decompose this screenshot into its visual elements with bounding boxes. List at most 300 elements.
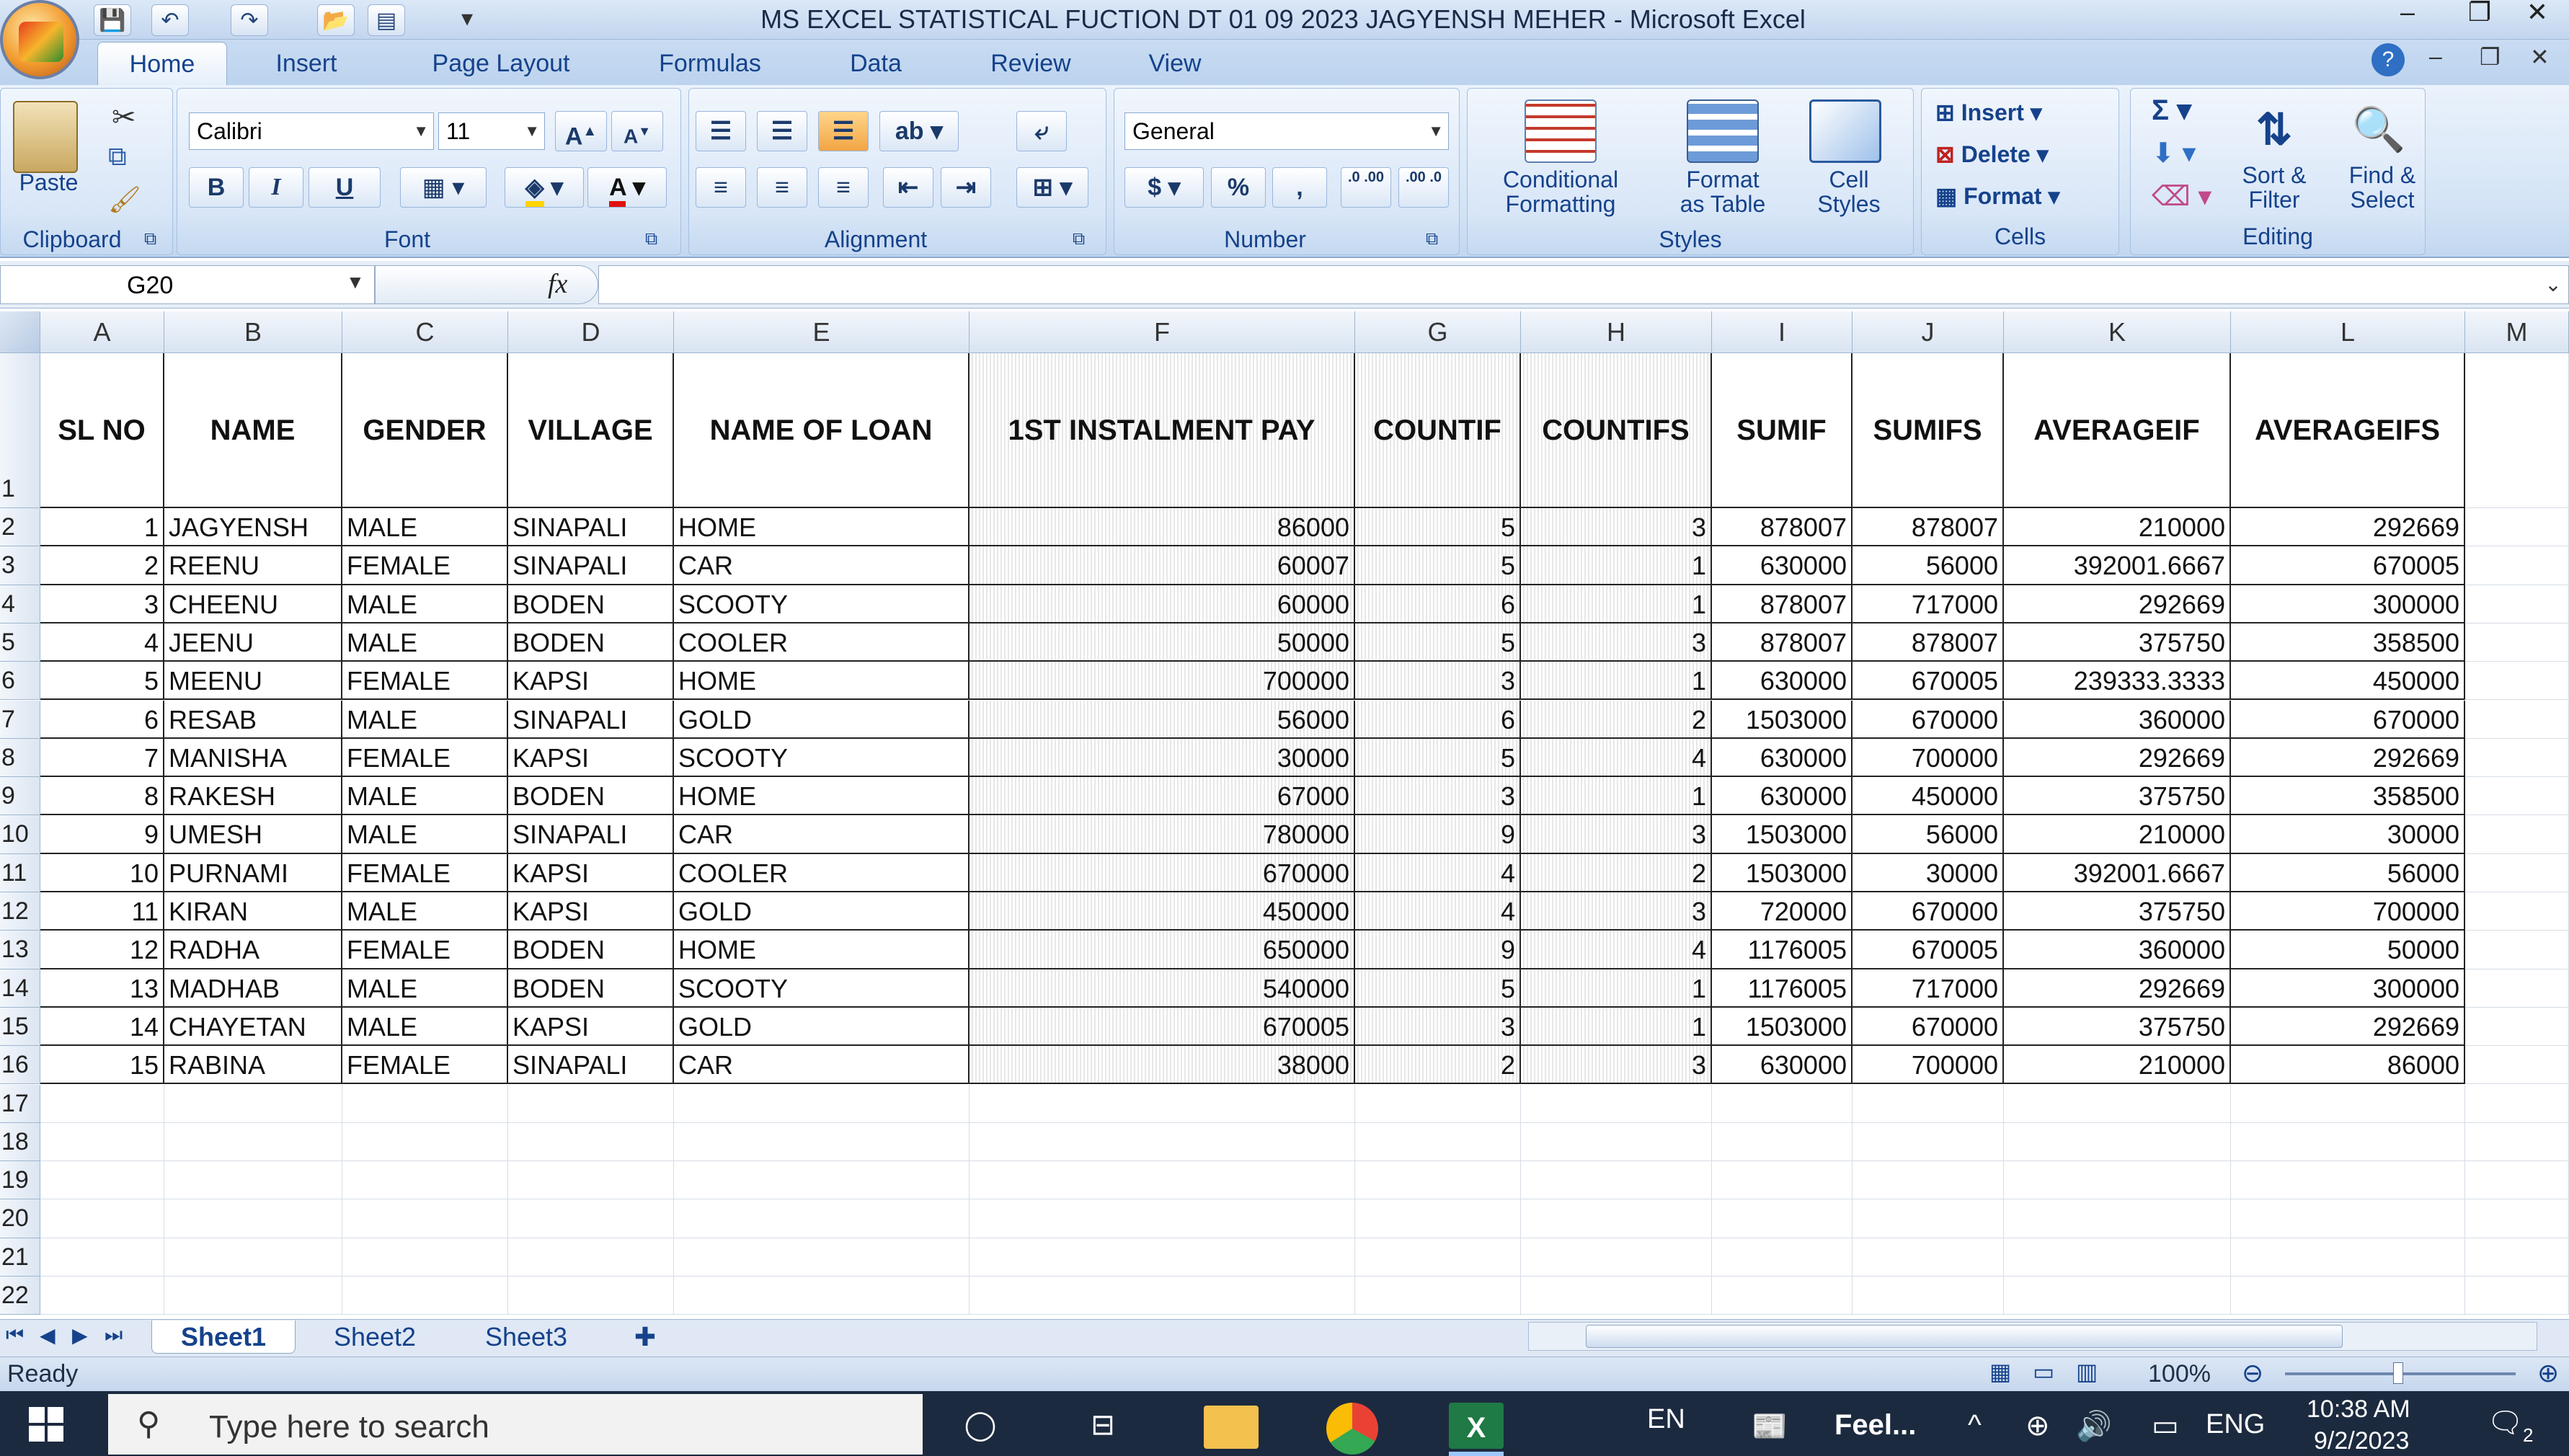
row-header-20[interactable]: 20: [0, 1199, 40, 1238]
table-cell[interactable]: BODEN: [508, 931, 674, 969]
table-cell[interactable]: 1: [40, 508, 164, 546]
decrease-indent-icon[interactable]: ⇤: [883, 167, 933, 208]
ribbon-minimize-icon[interactable]: –: [2429, 43, 2442, 69]
align-right-icon[interactable]: ≡: [818, 167, 869, 208]
table-cell[interactable]: 670005: [1853, 931, 2004, 969]
table-cell[interactable]: 292669: [2004, 739, 2231, 777]
open-icon[interactable]: 📂: [317, 4, 355, 36]
clipboard-launcher-icon[interactable]: ⧉: [144, 229, 157, 249]
table-cell[interactable]: MALE: [342, 623, 508, 662]
table-cell[interactable]: 292669: [2231, 1008, 2465, 1046]
empty-cell[interactable]: [970, 1085, 1355, 1123]
zoom-out-icon[interactable]: ⊖: [2242, 1358, 2264, 1388]
table-cell[interactable]: FEMALE: [342, 854, 508, 892]
header-cell[interactable]: VILLAGE: [508, 353, 674, 508]
table-cell[interactable]: FEMALE: [342, 931, 508, 969]
empty-cell[interactable]: [1853, 1123, 2004, 1161]
table-cell[interactable]: 300000: [2231, 585, 2465, 623]
redo-icon[interactable]: ↷: [231, 4, 268, 36]
sheet-tab-sheet3[interactable]: Sheet3: [484, 1322, 568, 1351]
empty-cell[interactable]: [674, 1085, 970, 1123]
table-cell[interactable]: MALE: [342, 701, 508, 739]
table-cell[interactable]: 540000: [970, 969, 1355, 1008]
table-cell[interactable]: 650000: [970, 931, 1355, 969]
empty-cell[interactable]: [1355, 1277, 1521, 1315]
empty-cell[interactable]: [1521, 1161, 1712, 1199]
table-cell[interactable]: 12: [40, 931, 164, 969]
row-header-6[interactable]: 6: [0, 662, 40, 700]
sort-filter-icon[interactable]: ⇅: [2255, 105, 2293, 154]
empty-cell[interactable]: [2231, 1199, 2465, 1238]
empty-cell[interactable]: [1712, 1123, 1853, 1161]
clock-time[interactable]: 10:38 AM: [2307, 1395, 2410, 1423]
table-cell[interactable]: 450000: [970, 892, 1355, 931]
format-cells-button[interactable]: ▦ Format ▾: [1935, 183, 2060, 209]
empty-cell[interactable]: [1355, 1238, 1521, 1277]
table-cell[interactable]: 878007: [1712, 623, 1853, 662]
row-header-14[interactable]: 14: [0, 969, 40, 1008]
insert-function-icon[interactable]: fx: [548, 269, 568, 299]
table-cell[interactable]: 700000: [1853, 739, 2004, 777]
table-cell[interactable]: 14: [40, 1008, 164, 1046]
table-cell[interactable]: 30000: [1853, 854, 2004, 892]
empty-cell[interactable]: [2465, 969, 2569, 1008]
table-cell[interactable]: 450000: [2231, 662, 2465, 700]
table-cell[interactable]: 60007: [970, 546, 1355, 585]
header-cell[interactable]: AVERAGEIF: [2004, 353, 2231, 508]
column-header-i[interactable]: I: [1712, 311, 1853, 353]
table-cell[interactable]: GOLD: [674, 892, 970, 931]
header-cell[interactable]: NAME OF LOAN: [674, 353, 970, 508]
table-cell[interactable]: FEMALE: [342, 1046, 508, 1084]
ribbon-close-icon[interactable]: ✕: [2530, 44, 2550, 70]
column-header-b[interactable]: B: [164, 311, 342, 353]
increase-decimal-button[interactable]: .0 .00: [1341, 167, 1391, 208]
header-cell[interactable]: SL NO: [40, 353, 164, 508]
empty-cell[interactable]: [2465, 662, 2569, 700]
find-select-label-1[interactable]: Find &: [2348, 162, 2416, 188]
table-cell[interactable]: 2: [1521, 854, 1712, 892]
empty-cell[interactable]: [2004, 1161, 2231, 1199]
empty-cell[interactable]: [40, 1123, 164, 1161]
row-header-19[interactable]: 19: [0, 1161, 40, 1199]
table-cell[interactable]: 3: [1521, 623, 1712, 662]
grow-font-button[interactable]: A▲: [555, 111, 607, 151]
empty-cell[interactable]: [164, 1085, 342, 1123]
align-top-icon[interactable]: ☰: [696, 111, 746, 151]
empty-cell[interactable]: [2465, 931, 2569, 969]
empty-cell[interactable]: [508, 1123, 674, 1161]
empty-cell[interactable]: [1712, 1199, 1853, 1238]
row-header-16[interactable]: 16: [0, 1046, 40, 1084]
row-header-17[interactable]: 17: [0, 1085, 40, 1123]
table-cell[interactable]: UMESH: [164, 815, 342, 853]
empty-cell[interactable]: [1712, 1161, 1853, 1199]
table-cell[interactable]: RAKESH: [164, 777, 342, 815]
empty-cell[interactable]: [674, 1238, 970, 1277]
sort-filter-label-2[interactable]: Filter: [2248, 187, 2300, 213]
zoom-slider-thumb[interactable]: [2393, 1362, 2403, 1384]
table-cell[interactable]: 700000: [2231, 892, 2465, 931]
clock-date[interactable]: 9/2/2023: [2314, 1427, 2410, 1455]
table-cell[interactable]: KAPSI: [508, 1008, 674, 1046]
next-sheet-icon[interactable]: ▶: [72, 1324, 88, 1346]
header-cell[interactable]: AVERAGEIFS: [2231, 353, 2465, 508]
table-cell[interactable]: 878007: [1712, 508, 1853, 546]
empty-cell[interactable]: [1355, 1085, 1521, 1123]
table-cell[interactable]: 630000: [1712, 739, 1853, 777]
table-cell[interactable]: 2: [1521, 701, 1712, 739]
row-header-15[interactable]: 15: [0, 1008, 40, 1046]
empty-cell[interactable]: [1853, 1199, 2004, 1238]
table-cell[interactable]: FEMALE: [342, 546, 508, 585]
empty-cell[interactable]: [164, 1238, 342, 1277]
table-cell[interactable]: BODEN: [508, 969, 674, 1008]
empty-cell[interactable]: [164, 1161, 342, 1199]
empty-cell[interactable]: [1853, 1161, 2004, 1199]
row-header-2[interactable]: 2: [0, 508, 40, 546]
insert-sheet-icon[interactable]: ✚: [634, 1322, 657, 1351]
notification-icon[interactable]: 🗨: [2487, 1407, 2524, 1439]
table-cell[interactable]: FEMALE: [342, 739, 508, 777]
number-launcher-icon[interactable]: ⧉: [1426, 229, 1439, 249]
row-header-12[interactable]: 12: [0, 892, 40, 931]
table-cell[interactable]: MALE: [342, 585, 508, 623]
empty-cell[interactable]: [342, 1277, 508, 1315]
empty-cell[interactable]: [2465, 546, 2569, 585]
table-cell[interactable]: 3: [1521, 1046, 1712, 1084]
table-cell[interactable]: COOLER: [674, 854, 970, 892]
table-cell[interactable]: 56000: [2231, 854, 2465, 892]
table-cell[interactable]: 630000: [1712, 1046, 1853, 1084]
increase-indent-icon[interactable]: ⇥: [941, 167, 991, 208]
language-indicator[interactable]: ENG: [2206, 1409, 2266, 1439]
empty-cell[interactable]: [2465, 854, 2569, 892]
empty-cell[interactable]: [508, 1161, 674, 1199]
column-header-e[interactable]: E: [674, 311, 970, 353]
empty-cell[interactable]: [674, 1123, 970, 1161]
clear-icon[interactable]: ⌫ ▾: [2152, 182, 2212, 212]
table-cell[interactable]: REENU: [164, 546, 342, 585]
volume-icon[interactable]: 🔊: [2076, 1411, 2112, 1442]
autosum-button[interactable]: Σ ▾: [2152, 94, 2192, 126]
undo-icon[interactable]: ↶: [151, 4, 189, 36]
empty-cell[interactable]: [2465, 892, 2569, 931]
header-cell[interactable]: SUMIF: [1712, 353, 1853, 508]
network-icon[interactable]: ⊕: [2026, 1410, 2050, 1442]
table-cell[interactable]: RABINA: [164, 1046, 342, 1084]
table-cell[interactable]: 670005: [1853, 662, 2004, 700]
table-cell[interactable]: 9: [1355, 931, 1521, 969]
table-cell[interactable]: SINAPALI: [508, 701, 674, 739]
table-cell[interactable]: 15: [40, 1046, 164, 1084]
table-cell[interactable]: GOLD: [674, 1008, 970, 1046]
wrap-text-icon[interactable]: ⤶: [1016, 111, 1067, 151]
table-cell[interactable]: 375750: [2004, 623, 2231, 662]
empty-cell[interactable]: [970, 1277, 1355, 1315]
table-cell[interactable]: 8: [40, 777, 164, 815]
table-cell[interactable]: HOME: [674, 662, 970, 700]
table-cell[interactable]: 1: [1521, 585, 1712, 623]
empty-cell[interactable]: [1853, 1238, 2004, 1277]
page-break-view-icon[interactable]: ▥: [2076, 1359, 2098, 1385]
table-cell[interactable]: 375750: [2004, 892, 2231, 931]
table-cell[interactable]: 3: [1355, 662, 1521, 700]
row-header-3[interactable]: 3: [0, 546, 40, 585]
close-icon[interactable]: ✕: [2526, 0, 2549, 27]
table-cell[interactable]: 3: [1521, 892, 1712, 931]
sort-filter-label-1[interactable]: Sort &: [2242, 162, 2307, 188]
column-header-j[interactable]: J: [1853, 311, 2004, 353]
row-header-10[interactable]: 10: [0, 815, 40, 853]
table-cell[interactable]: SINAPALI: [508, 1046, 674, 1084]
table-cell[interactable]: 6: [1355, 701, 1521, 739]
empty-cell[interactable]: [2465, 739, 2569, 777]
table-cell[interactable]: CHEENU: [164, 585, 342, 623]
empty-cell[interactable]: [1712, 1238, 1853, 1277]
table-cell[interactable]: HOME: [674, 777, 970, 815]
align-bottom-icon[interactable]: ☰: [818, 111, 869, 151]
empty-cell[interactable]: [2231, 1085, 2465, 1123]
empty-cell[interactable]: [40, 1085, 164, 1123]
underline-button[interactable]: U: [309, 167, 381, 208]
zoom-level[interactable]: 100%: [2148, 1360, 2211, 1388]
table-cell[interactable]: 7: [40, 739, 164, 777]
table-cell[interactable]: 11: [40, 892, 164, 931]
table-cell[interactable]: 392001.6667: [2004, 546, 2231, 585]
table-cell[interactable]: 630000: [1712, 546, 1853, 585]
table-cell[interactable]: 780000: [970, 815, 1355, 853]
table-cell[interactable]: 2: [1355, 1046, 1521, 1084]
alignment-launcher-icon[interactable]: ⧉: [1073, 229, 1086, 249]
header-cell[interactable]: NAME: [164, 353, 342, 508]
table-cell[interactable]: 292669: [2231, 508, 2465, 546]
conditional-formatting-icon[interactable]: [1525, 99, 1597, 163]
table-cell[interactable]: 30000: [970, 739, 1355, 777]
empty-cell[interactable]: [970, 1123, 1355, 1161]
table-cell[interactable]: 5: [1355, 623, 1521, 662]
empty-cell[interactable]: [2231, 1238, 2465, 1277]
merge-center-icon[interactable]: ⊞ ▾: [1016, 167, 1088, 208]
table-cell[interactable]: MALE: [342, 892, 508, 931]
empty-cell[interactable]: [2465, 1199, 2569, 1238]
table-cell[interactable]: 1: [1521, 662, 1712, 700]
table-cell[interactable]: 630000: [1712, 662, 1853, 700]
row-header-7[interactable]: 7: [0, 701, 40, 739]
fill-icon[interactable]: ⬇ ▾: [2152, 138, 2196, 169]
empty-cell[interactable]: [1355, 1161, 1521, 1199]
prev-sheet-icon[interactable]: ◀: [40, 1324, 56, 1346]
tab-formulas[interactable]: Formulas: [659, 50, 761, 77]
table-cell[interactable]: BODEN: [508, 585, 674, 623]
table-cell[interactable]: 2: [40, 546, 164, 585]
empty-cell[interactable]: [1521, 1123, 1712, 1161]
table-cell[interactable]: MALE: [342, 508, 508, 546]
column-header-a[interactable]: A: [40, 311, 164, 353]
table-cell[interactable]: 878007: [1853, 508, 2004, 546]
table-cell[interactable]: JEENU: [164, 623, 342, 662]
chrome-icon[interactable]: [1326, 1403, 1378, 1455]
table-cell[interactable]: SINAPALI: [508, 546, 674, 585]
font-color-button[interactable]: A ▾: [587, 167, 667, 208]
column-header-c[interactable]: C: [342, 311, 508, 353]
save-icon[interactable]: 💾: [94, 4, 131, 36]
page-layout-view-icon[interactable]: ▭: [2033, 1359, 2055, 1385]
header-cell[interactable]: COUNTIFS: [1521, 353, 1712, 508]
font-name-combo[interactable]: [189, 112, 434, 150]
font-launcher-icon[interactable]: ⧉: [645, 229, 658, 249]
task-view-icon[interactable]: ⊟: [1091, 1409, 1115, 1441]
table-cell[interactable]: 630000: [1712, 777, 1853, 815]
empty-cell[interactable]: [2465, 701, 2569, 739]
decrease-decimal-button[interactable]: .00 .0: [1398, 167, 1449, 208]
table-cell[interactable]: 670000: [2231, 701, 2465, 739]
table-cell[interactable]: KIRAN: [164, 892, 342, 931]
table-cell[interactable]: 360000: [2004, 701, 2231, 739]
table-cell[interactable]: GOLD: [674, 701, 970, 739]
empty-cell[interactable]: [40, 1238, 164, 1277]
empty-cell[interactable]: [2465, 623, 2569, 662]
table-cell[interactable]: 1176005: [1712, 931, 1853, 969]
cut-icon[interactable]: ✂: [112, 102, 136, 133]
shrink-font-button[interactable]: A▼: [611, 111, 663, 151]
table-cell[interactable]: 67000: [970, 777, 1355, 815]
empty-cell[interactable]: [1521, 1277, 1712, 1315]
table-cell[interactable]: 210000: [2004, 1046, 2231, 1084]
row-header-8[interactable]: 8: [0, 739, 40, 777]
table-cell[interactable]: 450000: [1853, 777, 2004, 815]
empty-cell[interactable]: [342, 1085, 508, 1123]
empty-cell[interactable]: [1712, 1085, 1853, 1123]
table-cell[interactable]: 9: [40, 815, 164, 853]
header-cell[interactable]: 1ST INSTALMENT PAY: [970, 353, 1355, 508]
table-cell[interactable]: 1503000: [1712, 1008, 1853, 1046]
empty-cell[interactable]: [970, 1238, 1355, 1277]
empty-cell[interactable]: [2465, 777, 2569, 815]
table-cell[interactable]: 292669: [2004, 969, 2231, 1008]
table-cell[interactable]: 86000: [2231, 1046, 2465, 1084]
align-left-icon[interactable]: ≡: [696, 167, 746, 208]
column-header-h[interactable]: H: [1521, 311, 1712, 353]
header-cell[interactable]: COUNTIF: [1355, 353, 1521, 508]
table-cell[interactable]: CHAYETAN: [164, 1008, 342, 1046]
table-cell[interactable]: 56000: [970, 701, 1355, 739]
table-cell[interactable]: 670000: [1853, 1008, 2004, 1046]
row-header-21[interactable]: 21: [0, 1238, 40, 1277]
sheet-tab-sheet2[interactable]: Sheet2: [333, 1322, 417, 1351]
table-cell[interactable]: SCOOTY: [674, 969, 970, 1008]
table-cell[interactable]: 56000: [1853, 546, 2004, 585]
row-header-13[interactable]: 13: [0, 931, 40, 969]
table-cell[interactable]: 5: [1355, 969, 1521, 1008]
percent-button[interactable]: %: [1211, 167, 1266, 208]
empty-cell[interactable]: [2004, 1199, 2231, 1238]
table-cell[interactable]: 670000: [1853, 892, 2004, 931]
insert-cells-button[interactable]: ⊞ Insert ▾: [1935, 99, 2042, 125]
table-cell[interactable]: 5: [40, 662, 164, 700]
table-cell[interactable]: 3: [1521, 815, 1712, 853]
table-cell[interactable]: 720000: [1712, 892, 1853, 931]
table-cell[interactable]: CAR: [674, 815, 970, 853]
empty-cell[interactable]: [40, 1161, 164, 1199]
table-cell[interactable]: 358500: [2231, 777, 2465, 815]
table-cell[interactable]: 717000: [1853, 585, 2004, 623]
table-cell[interactable]: JAGYENSH: [164, 508, 342, 546]
ribbon-restore-icon[interactable]: ❐: [2480, 44, 2501, 70]
table-cell[interactable]: 392001.6667: [2004, 854, 2231, 892]
empty-cell[interactable]: [2465, 1277, 2569, 1315]
table-cell[interactable]: 38000: [970, 1046, 1355, 1084]
table-cell[interactable]: 56000: [1853, 815, 2004, 853]
table-cell[interactable]: 50000: [970, 623, 1355, 662]
column-header-g[interactable]: G: [1355, 311, 1521, 353]
minimize-icon[interactable]: –: [2400, 0, 2415, 27]
table-cell[interactable]: MANISHA: [164, 739, 342, 777]
empty-cell[interactable]: [2465, 1238, 2569, 1277]
empty-cell[interactable]: [674, 1161, 970, 1199]
row-header-1[interactable]: 1: [0, 353, 40, 508]
table-cell[interactable]: 5: [1355, 546, 1521, 585]
table-cell[interactable]: 700000: [1853, 1046, 2004, 1084]
news-icon[interactable]: 📰: [1752, 1411, 1788, 1442]
empty-cell[interactable]: [2004, 1238, 2231, 1277]
table-cell[interactable]: MALE: [342, 1008, 508, 1046]
empty-cell[interactable]: [342, 1199, 508, 1238]
cell-styles-icon[interactable]: [1809, 99, 1881, 163]
table-cell[interactable]: 670000: [1853, 701, 2004, 739]
delete-cells-button[interactable]: ⊠ Delete ▾: [1935, 141, 2049, 167]
table-cell[interactable]: 1503000: [1712, 701, 1853, 739]
tab-page-layout[interactable]: Page Layout: [432, 50, 570, 77]
empty-cell[interactable]: [2465, 353, 2569, 508]
last-sheet-icon[interactable]: ⏭: [105, 1323, 123, 1346]
empty-cell[interactable]: [2465, 1046, 2569, 1084]
empty-cell[interactable]: [2465, 815, 2569, 853]
table-cell[interactable]: 3: [1521, 508, 1712, 546]
excel-taskbar-icon[interactable]: X: [1449, 1403, 1504, 1449]
table-cell[interactable]: 10: [40, 854, 164, 892]
column-header-k[interactable]: K: [2004, 311, 2231, 353]
orientation-icon[interactable]: ab ▾: [879, 111, 959, 151]
table-cell[interactable]: 700000: [970, 662, 1355, 700]
table-cell[interactable]: 878007: [1712, 585, 1853, 623]
table-cell[interactable]: 670005: [970, 1008, 1355, 1046]
empty-cell[interactable]: [508, 1199, 674, 1238]
empty-cell[interactable]: [674, 1199, 970, 1238]
table-cell[interactable]: 50000: [2231, 931, 2465, 969]
normal-view-icon[interactable]: ▦: [1989, 1359, 2012, 1385]
format-as-table-label-1[interactable]: Format: [1686, 167, 1760, 192]
table-cell[interactable]: 1176005: [1712, 969, 1853, 1008]
column-header-f[interactable]: F: [970, 311, 1355, 353]
empty-cell[interactable]: [1521, 1085, 1712, 1123]
empty-cell[interactable]: [1712, 1277, 1853, 1315]
table-cell[interactable]: MALE: [342, 777, 508, 815]
table-cell[interactable]: 1: [1521, 969, 1712, 1008]
select-all-button[interactable]: [0, 311, 40, 353]
find-select-label-2[interactable]: Select: [2350, 187, 2415, 213]
empty-cell[interactable]: [40, 1199, 164, 1238]
table-cell[interactable]: 1: [1521, 1008, 1712, 1046]
name-box-chevron-icon[interactable]: ▼: [346, 271, 365, 293]
empty-cell[interactable]: [342, 1238, 508, 1277]
table-cell[interactable]: RADHA: [164, 931, 342, 969]
table-cell[interactable]: BODEN: [508, 777, 674, 815]
font-size-combo[interactable]: [438, 112, 545, 150]
table-cell[interactable]: FEMALE: [342, 662, 508, 700]
weather-text[interactable]: Feel...: [1834, 1409, 1917, 1441]
table-cell[interactable]: COOLER: [674, 623, 970, 662]
